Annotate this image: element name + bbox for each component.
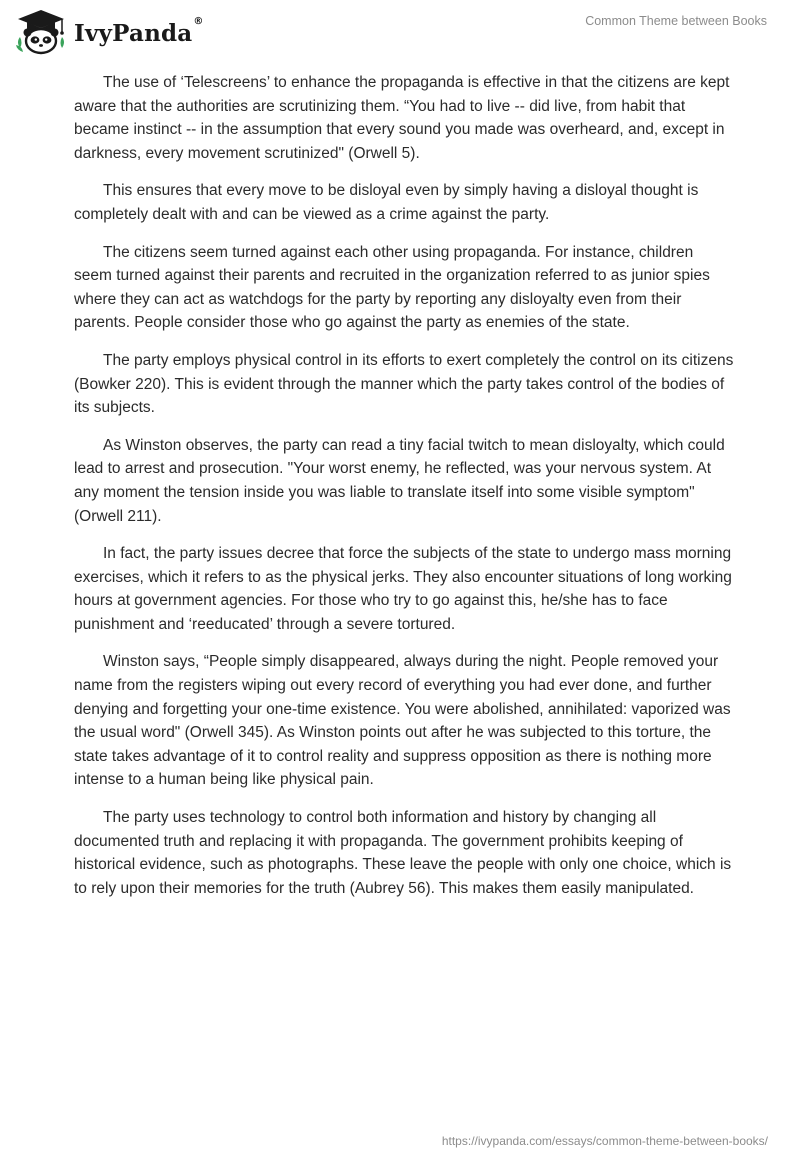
- paragraph: As Winston observes, the party can read a tiny facial twitch to mean disloyalty, which could lead to arrest and prosecution. "Your worst enemy, he reflected, was your nervous system. At any moment the tension inside you was liable to translate itself into some visible symptom" (Orwell 211).: [74, 436, 725, 525]
- source-url[interactable]: https://ivypanda.com/essays/common-theme-between-books/: [441, 1134, 768, 1148]
- paragraph: The party uses technology to control both information and history by changing all documented truth and replacing it with propaganda. The government prohibits keeping of historical evidence, such as photographs. These leave the people with only one choice, which is to rely upon their memories for the truth (Aubrey 56). This makes them easily manipulated.: [74, 809, 732, 897]
- paragraph: The citizens seem turned against each other using propaganda. For instance, children seem turned against their parents and recruited in the organization referred to as junior spies where they can act as watchdogs for the party by reporting any disloyalty even from their parents. People consider those who go against the party as enemies of the state.: [74, 243, 710, 332]
- running-title: Common Theme between Books: [585, 14, 767, 28]
- paragraph: This ensures that every move to be disloyal even by simply having a disloyal thought is completely dealt with and can be viewed as a crime against the party.: [74, 182, 699, 223]
- panda-graduate-icon: [14, 8, 68, 56]
- paragraph: In fact, the party issues decree that force the subjects of the state to undergo mass morning exercises, which it refers to as the physical jerks. They also encounter situations of long working hours at government agencies. For those who try to go against this, he/she has to face punishment and ‘reeducated’ through a severe tortured.: [74, 545, 732, 633]
- paragraph: Winston says, “People simply disappeared, always during the night. People removed your name from the registers wiping out every record of everything you had ever done, and further denying and forgetting your one-time existence. You were abolished, annihilated: vaporized was the usual word" (Orwell 345). As Winston points out after he was subjected to this torture, the state takes advantage of it to control reality and suppress opposition as there is nothing more intense to a human being like physical pain.: [74, 653, 731, 789]
- brand-name: IvyPanda®: [74, 15, 204, 47]
- page-header: [0, 0, 800, 64]
- ivypanda-logo[interactable]: [14, 8, 204, 56]
- essay-body: [74, 71, 734, 914]
- paragraph: The party employs physical control in its efforts to exert completely the control on its citizens (Bowker 220). This is evident through the manner which the party takes control of the bodies of its subjects.: [74, 351, 734, 417]
- paragraph: The use of ‘Telescreens’ to enhance the propaganda is effective in that the citizens are kept aware that the authorities are scrutinizing them. “You had to live -- did live, from habit that became instinct -- in the assumption that every sound you made was overheard, and, except in darkness, every movement scrutinized" (Orwell 5).: [74, 74, 730, 162]
- registered-mark: ®: [193, 15, 204, 27]
